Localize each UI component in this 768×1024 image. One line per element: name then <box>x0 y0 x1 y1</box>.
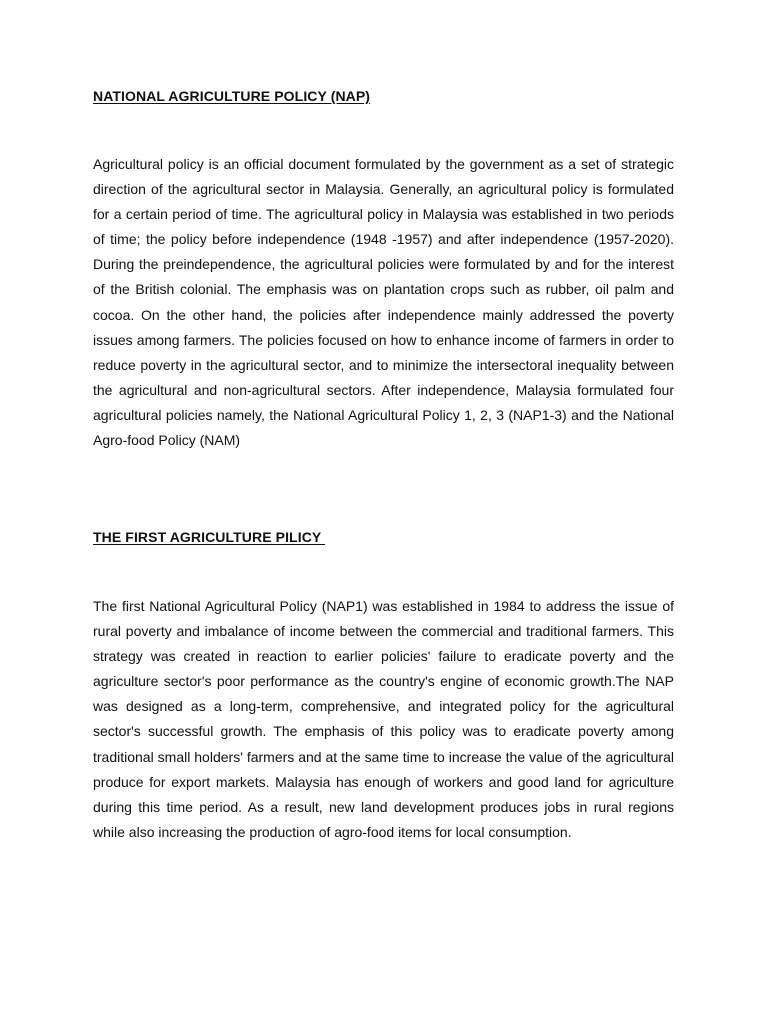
section-heading-nap: NATIONAL AGRICULTURE POLICY (NAP) <box>93 88 371 104</box>
section-paragraph-nap-overview: Agricultural policy is an official document formulated by the government as a set of strategic direction of the agricultural sector in Malaysia. Generally, an agricultural policy is formulated for a certain period of time. The agricultural policy in Malaysia was established in two periods of time; the policy before independence (1948 -1957) and after independence (1957-2020). During the preindependence, the agricultural policies were formulated by and for the interest of the British colonial. The emphasis was on plantation crops such as rubber, oil palm and cocoa. On the other hand, the policies after independence mainly addressed the poverty issues among farmers. The policies focused on how to enhance income of farmers in order to reduce poverty in the agricultural sector, and to minimize the intersectoral inequality between the agricultural and non-agricultural sectors. After independence, Malaysia formulated four agricultural policies namely, the National Agricultural Policy 1, 2, 3 (NAP1-3) and the National Agro-food Policy (NAM) <box>93 156 674 449</box>
section-heading-first-policy: THE FIRST AGRICULTURE PILICY <box>93 529 326 545</box>
section-paragraph-nap1: The first National Agricultural Policy (NAP1) was established in 1984 to address the issue of rural poverty and imbalance of income between the commercial and traditional farmers. This strategy was created in reaction to earlier policies' failure to eradicate poverty and the agriculture sector's poor performance as the country's engine of economic growth.The NAP was designed as a long-term, comprehensive, and integrated policy for the agricultural sector's successful growth. The emphasis of this policy was to eradicate poverty among traditional small holders' farmers and at the same time to increase the value of the agricultural produce for export markets. Malaysia has enough of workers and good land for agriculture during this time period. As a result, new land development produces jobs in rural regions while also increasing the production of agro-food items for local consumption. <box>93 598 674 840</box>
